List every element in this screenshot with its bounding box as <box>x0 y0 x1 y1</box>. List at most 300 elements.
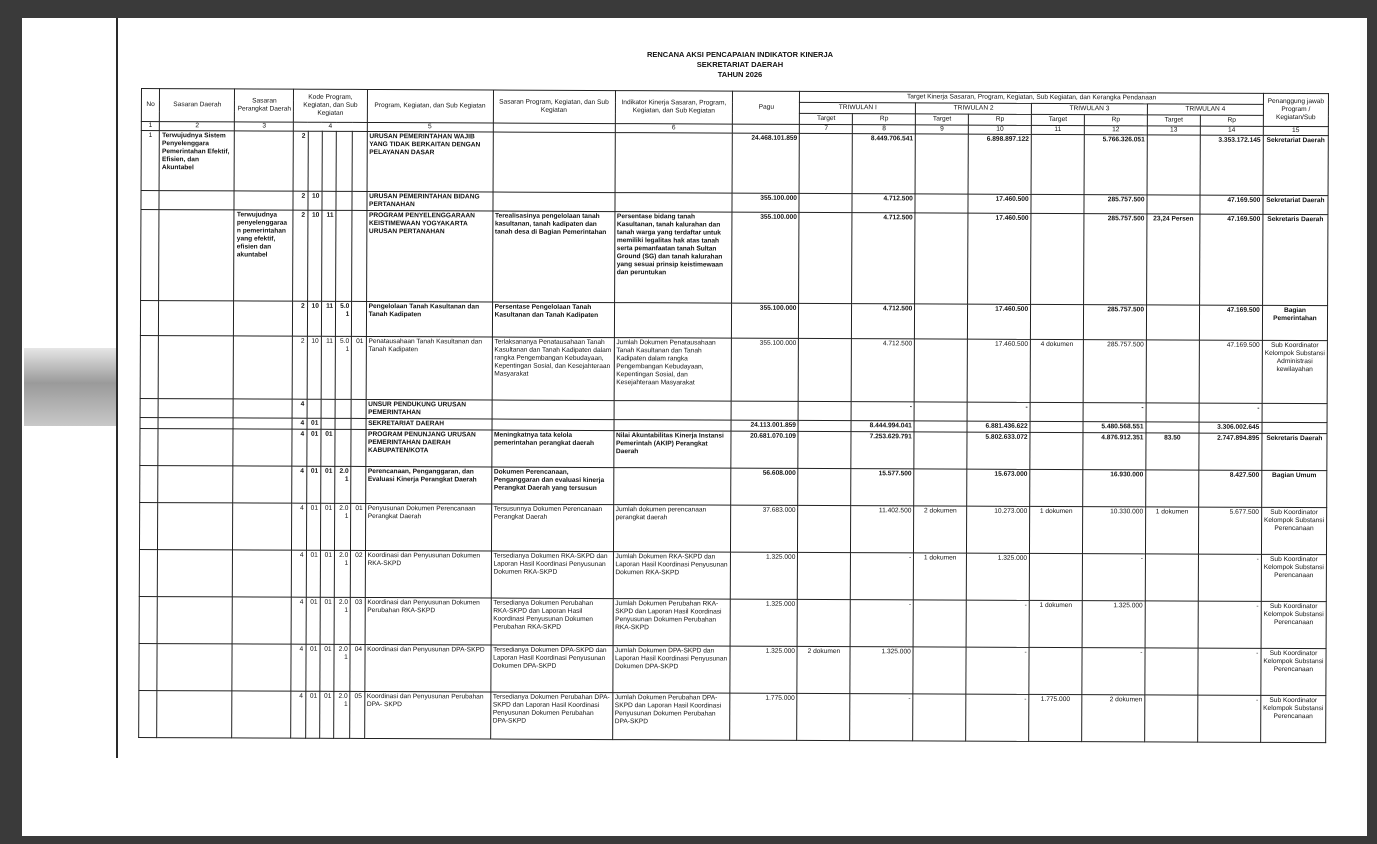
row-number <box>139 596 157 643</box>
target-tw1 <box>798 552 851 599</box>
kode-5 <box>351 399 365 418</box>
target-tw1 <box>798 599 851 646</box>
rp-tw2: 5.802.633.072 <box>967 432 1030 469</box>
scan-shadow <box>24 348 116 426</box>
sasaran-program <box>492 419 614 431</box>
rp-tw2: 17.460.500 <box>968 194 1031 213</box>
target-tw1 <box>799 193 852 212</box>
colnum: 5 <box>367 122 493 132</box>
sasaran-daerah <box>158 399 233 418</box>
rp-tw2: 6.898.897.122 <box>968 134 1031 194</box>
header-target-3: Target <box>1031 114 1084 125</box>
sasaran-daerah <box>158 336 233 399</box>
target-tw4 <box>1146 470 1199 507</box>
kode-2 <box>307 399 321 418</box>
kode-5 <box>352 210 367 301</box>
penanggung-jawab: Bagian Pemerintahan <box>1262 305 1327 340</box>
kode-1: 4 <box>292 399 306 418</box>
kode-2: 01 <box>307 418 321 429</box>
sasaran-daerah: Terwujudnya Sistem Penyelenggara Pemerintahan Efektif, Efisien, dan Akuntabel <box>159 131 234 191</box>
colnum: 13 <box>1147 126 1200 135</box>
colnum: 8 <box>853 125 916 134</box>
header-sasaran-program: Sasaran Program, Kegiatan, dan Sub Kegiatan <box>493 90 615 124</box>
rp-tw3: 285.757.500 <box>1084 214 1147 305</box>
penanggung-jawab: Bagian Umum <box>1262 470 1327 507</box>
target-tw3 <box>1030 421 1083 432</box>
header-triwulan-1: TRIWULAN I <box>800 102 916 114</box>
target-tw3: 1.775.000 <box>1029 694 1082 741</box>
kode-3: 11 <box>321 301 335 336</box>
rp-tw3: 5.480.568.551 <box>1083 422 1146 433</box>
target-tw2 <box>915 213 968 304</box>
target-tw2 <box>914 339 967 402</box>
kode-1: 4 <box>292 466 306 503</box>
table-row <box>140 335 1327 403</box>
kode-3: 01 <box>320 691 334 738</box>
kode-2: 01 <box>306 550 320 597</box>
kode-4: 5.01 <box>335 301 351 336</box>
rp-tw3: - <box>1083 403 1146 422</box>
row-number <box>140 417 158 428</box>
sasaran-program: Tersedianya Dokumen Perubahan DPA-SKPD dan Laporan Hasil Koordinasi Penyusunan Dokumen Perubahan DPA-SKPD <box>490 692 612 740</box>
target-tw1 <box>799 303 852 338</box>
kode-1: 4 <box>291 691 305 738</box>
sasaran-perangkat <box>234 301 293 336</box>
sasaran-program: Tersedianya Dokumen DPA-SKPD dan Laporan Hasil Koordinasi Penyusunan Dokumen DPA-SKPD <box>490 645 612 693</box>
target-tw2 <box>915 134 968 194</box>
rp-tw3: 285.757.500 <box>1083 340 1146 403</box>
rp-tw2: - <box>966 694 1029 741</box>
target-tw4 <box>1145 554 1198 601</box>
kode-5: 01 <box>351 503 365 550</box>
table-row <box>139 643 1326 695</box>
target-tw4 <box>1145 695 1198 742</box>
pagu-value: 1.325.000 <box>731 552 798 599</box>
target-tw2 <box>914 421 967 432</box>
kode-2: 10 <box>307 301 321 336</box>
table-row <box>140 301 1327 341</box>
sasaran-program: Tersusunnya Dokumen Perencanaan Perangkat Daerah <box>491 504 613 552</box>
sasaran-perangkat <box>233 597 292 644</box>
rp-tw2: 1.325.000 <box>966 553 1029 600</box>
row-number: 1 <box>141 131 160 191</box>
sasaran-perangkat <box>233 429 292 466</box>
penanggung-jawab: Sekretaris Daerah <box>1262 433 1327 470</box>
colnum: 7 <box>800 124 853 133</box>
indikator-kinerja: Jumlah dokumen perencanaan perangkat daerah <box>613 505 731 553</box>
program-name: Koordinasi dan Penyusunan DPA-SKPD <box>364 644 490 692</box>
rp-tw1: - <box>850 600 913 647</box>
rp-tw4: - <box>1198 554 1261 601</box>
header-sasaran-perangkat: Sasaran Perangkat Daerah <box>235 89 294 122</box>
sasaran-perangkat <box>233 466 292 503</box>
program-name: Koordinasi dan Penyusunan Perubahan DPA- SKPD <box>364 691 490 739</box>
row-number <box>139 643 157 690</box>
indikator-kinerja: Jumlah Dokumen DPA-SKPD dan Laporan Hasil Koordinasi Penyusunan Dokumen DPA-SKPD <box>612 646 730 694</box>
penanggung-jawab: Sub Koordinator Kelompok Substansi Perencanaan <box>1261 507 1326 554</box>
sasaran-daerah <box>157 597 232 644</box>
target-tw1 <box>799 212 852 303</box>
sasaran-perangkat <box>235 131 294 191</box>
table-row <box>140 465 1327 507</box>
program-name: PROGRAM PENUNJANG URUSAN PEMERINTAHAN DAERAH KABUPATEN/KOTA <box>365 429 491 467</box>
target-tw3 <box>1031 213 1084 304</box>
colnum: 2 <box>160 122 235 131</box>
kode-4: 2.01 <box>334 644 350 691</box>
kode-4 <box>336 131 353 191</box>
target-tw4: 1 dokumen <box>1145 507 1198 554</box>
rp-tw1: 4.712.500 <box>852 194 915 213</box>
indikator-kinerja <box>613 468 731 506</box>
target-tw3 <box>1030 432 1083 469</box>
rp-tw3: 10.330.000 <box>1082 507 1145 554</box>
program-name: UNSUR PENDUKUNG URUSAN PEMERINTAHAN <box>366 399 492 419</box>
sasaran-program: Terealisasinya pengelolaan tanah kasultanan, tanah kadipaten dan tanah desa di Bagian Pemerintahan <box>492 211 614 303</box>
rp-tw2: 17.460.500 <box>968 304 1031 339</box>
pagu-value: 1.325.000 <box>730 599 797 646</box>
row-number <box>141 191 159 210</box>
indikator-kinerja: Persentase bidang tanah Kasultanan, tanah kalurahan dan tanah warga yang terdaftar untuk memiliki legalitas hak atas tanah serta pemanfaatan tanah Sultan Ground (SG) dan tanah kalurahan yang sesuai prinsip keistimewaan dan peruntukan <box>614 212 732 304</box>
kode-1: 4 <box>292 503 306 550</box>
kode-2: 10 <box>308 191 322 210</box>
header-triwulan-4: TRIWULAN 4 <box>1147 104 1263 116</box>
rp-tw4: 2.747.894.895 <box>1199 433 1262 470</box>
target-tw2: 1 dokumen <box>914 553 967 600</box>
header-target-4: Target <box>1147 115 1200 126</box>
target-tw1 <box>798 420 851 431</box>
page-edge-line <box>116 18 118 758</box>
row-number <box>140 335 159 398</box>
rp-tw3: 285.757.500 <box>1083 305 1146 340</box>
sasaran-daerah <box>159 210 235 301</box>
rp-tw1: - <box>850 694 913 741</box>
pagu-value: 1.775.000 <box>730 693 797 740</box>
penanggung-jawab: Sub Koordinator Kelompok Substansi Perencanaan <box>1261 554 1326 601</box>
sasaran-program: Dokumen Perencanaan, Penganggaran dan evaluasi kinerja Perangkat Daerah yang tersusun <box>491 467 613 505</box>
target-tw4 <box>1145 648 1198 695</box>
table-row <box>139 549 1326 601</box>
pagu-value: 1.325.000 <box>730 646 797 693</box>
table-row <box>141 131 1328 196</box>
target-tw4 <box>1146 305 1199 340</box>
kode-5: 02 <box>351 550 365 597</box>
kode-3 <box>321 418 335 429</box>
rp-tw4: 8.427.500 <box>1198 470 1261 507</box>
header-kode: Kode Program, Kegiatan, dan Sub Kegiatan <box>294 89 367 122</box>
kode-1: 4 <box>292 550 306 597</box>
rp-tw3: 5.766.326.051 <box>1084 135 1147 195</box>
header-sasaran-daerah: Sasaran Daerah <box>160 89 235 122</box>
target-tw1 <box>798 431 851 468</box>
kode-3: 11 <box>321 336 335 399</box>
sasaran-program <box>493 132 615 193</box>
rp-tw2: - <box>967 402 1030 421</box>
sasaran-perangkat <box>234 191 293 210</box>
program-name: Koordinasi dan Penyusunan Dokumen Perubahan RKA-SKPD <box>365 597 491 645</box>
target-tw2 <box>914 469 967 506</box>
kode-4: 5.01 <box>335 336 352 399</box>
target-tw1 <box>797 693 850 740</box>
kode-1: 2 <box>293 191 307 210</box>
rp-tw4: 47.169.500 <box>1200 195 1263 214</box>
kode-2: 01 <box>306 503 320 550</box>
rp-tw1: 4.712.500 <box>852 213 915 304</box>
header-target-1: Target <box>800 113 853 124</box>
sasaran-perangkat <box>234 399 293 418</box>
kode-2 <box>308 131 322 191</box>
rencana-aksi-table <box>138 88 1329 743</box>
kode-1: 4 <box>292 429 306 466</box>
rp-tw3: 4.876.912.351 <box>1083 433 1146 470</box>
rp-tw1: 1.325.000 <box>850 647 913 694</box>
kode-5: 04 <box>350 644 364 691</box>
rp-tw3: - <box>1082 648 1145 695</box>
kode-3: 11 <box>321 210 336 301</box>
target-tw4 <box>1146 403 1199 422</box>
colnum: 15 <box>1263 126 1328 135</box>
rp-tw4: 5.677.500 <box>1198 507 1261 554</box>
target-tw3 <box>1031 194 1084 213</box>
indikator-kinerja <box>615 133 733 194</box>
penanggung-jawab: Sekretariat Daerah <box>1263 135 1328 195</box>
sasaran-daerah <box>158 429 233 466</box>
kode-4: 2.01 <box>335 503 351 550</box>
kode-2: 01 <box>305 644 319 691</box>
target-tw3 <box>1030 402 1083 421</box>
program-name: Pengelolaan Tanah Kasultanan dan Tanah Kadipaten <box>366 301 492 337</box>
kode-5 <box>351 429 365 466</box>
kode-5 <box>351 418 365 429</box>
header-triwulan-3: TRIWULAN 3 <box>1032 103 1148 115</box>
kode-4 <box>335 418 351 429</box>
rp-tw1: 4.712.500 <box>851 339 914 402</box>
pagu-value: 24.113.001.859 <box>731 420 798 431</box>
colnum: 10 <box>968 125 1031 134</box>
rp-tw2: 17.460.500 <box>968 213 1031 304</box>
sasaran-program: Tersedianya Dokumen RKA-SKPD dan Laporan Hasil Koordinasi Penyusunan Dokumen RKA-SKPD <box>491 551 613 599</box>
colnum: 11 <box>1031 125 1084 134</box>
target-tw4: 83.50 <box>1146 433 1199 470</box>
program-name: Penatausahaan Tanah Kasultanan dan Tanah Kadipaten <box>366 336 492 400</box>
kode-4: 2.01 <box>334 691 350 738</box>
rp-tw4: - <box>1197 695 1260 742</box>
header-program: Program, Kegiatan, dan Sub Kegiatan <box>367 89 493 123</box>
kode-1: 2 <box>293 336 307 399</box>
sasaran-daerah <box>157 691 232 738</box>
kode-1: 2 <box>293 301 307 336</box>
kode-5 <box>352 191 366 210</box>
sasaran-daerah <box>157 644 232 691</box>
pagu-value: 355.100.000 <box>732 193 799 212</box>
target-tw1 <box>798 401 851 420</box>
sasaran-program <box>493 192 615 212</box>
sasaran-perangkat <box>233 418 292 429</box>
sasaran-perangkat <box>234 336 293 399</box>
rp-tw1: - <box>851 402 914 421</box>
rp-tw2: 10.273.000 <box>967 506 1030 553</box>
colnum: 9 <box>916 125 969 134</box>
target-tw2 <box>913 647 966 694</box>
indikator-kinerja <box>614 401 732 421</box>
sasaran-perangkat <box>233 503 292 550</box>
kode-5: 05 <box>350 691 364 738</box>
rp-tw4: 3.306.002.645 <box>1199 422 1262 433</box>
kode-1: 4 <box>292 418 306 429</box>
rp-tw1: 11.402.500 <box>851 506 914 553</box>
penanggung-jawab: Sub Koordinator Kelompok Substansi Perencanaan <box>1260 695 1325 742</box>
row-number <box>140 465 158 502</box>
table-row <box>141 210 1328 306</box>
target-tw1: 2 dokumen <box>797 646 850 693</box>
colnum: 3 <box>235 122 294 131</box>
target-tw2 <box>913 694 966 741</box>
indikator-kinerja: Jumlah Dokumen RKA-SKPD dan Laporan Hasil Koordinasi Penyusunan Dokumen RKA-SKPD <box>613 552 731 600</box>
table-row <box>139 690 1326 742</box>
target-tw3 <box>1029 553 1082 600</box>
kode-4: 2.01 <box>335 466 351 503</box>
program-name: Perencanaan, Penganggaran, dan Evaluasi Kinerja Perangkat Daerah <box>365 466 491 504</box>
rp-tw1: 8.449.706.541 <box>852 134 915 194</box>
document-title <box>560 50 920 80</box>
sasaran-perangkat: Terwujudnya penyelenggaraan pemerintahan yang efektif, efisien dan akuntabel <box>234 210 293 301</box>
rp-tw4: 47.169.500 <box>1199 214 1262 305</box>
colnum: 12 <box>1084 126 1147 135</box>
kode-2: 01 <box>306 597 320 644</box>
pagu-value: 56.608.000 <box>731 468 798 505</box>
pagu-value: 355.100.000 <box>732 338 799 401</box>
colnum: 4 <box>294 122 367 131</box>
target-tw2 <box>914 402 967 421</box>
kode-1: 2 <box>293 210 308 301</box>
kode-3 <box>322 191 336 210</box>
rp-tw3: 1.325.000 <box>1082 601 1145 648</box>
pagu-value: 355.100.000 <box>732 303 799 338</box>
kode-5 <box>352 131 367 191</box>
kode-3: 01 <box>320 550 334 597</box>
colnum: 6 <box>615 124 733 134</box>
program-name: URUSAN PEMERINTAHAN BIDANG PERTANAHAN <box>367 191 493 211</box>
kode-3: 01 <box>320 503 334 550</box>
sasaran-program: Persentase Pengelolaan Tanah Kasultanan dan Tanah Kadipaten <box>492 302 614 338</box>
rp-tw4: 3.353.172.145 <box>1200 135 1263 195</box>
indikator-kinerja: Nilai Akuntabilitas Kinerja Instansi Pemerintah (AKIP) Perangkat Daerah <box>613 431 731 469</box>
target-tw4 <box>1145 601 1198 648</box>
target-tw3: 1 dokumen <box>1029 600 1082 647</box>
sasaran-program: Terlaksananya Penatausahaan Tanah Kasultanan dan Tanah Kadipaten dalam rangka Pengembangan Kebudayaan, Kepentingan Sosial, dan Kesejahteraan Masyarakat <box>492 337 614 401</box>
sasaran-daerah <box>158 550 233 597</box>
kode-4 <box>336 191 352 210</box>
program-name: PROGRAM PENYELENGGARAAN KEISTIMEWAAN YOGYAKARTA URUSAN PERTANAHAN <box>366 210 492 302</box>
kode-4: 2.01 <box>334 550 350 597</box>
target-tw1 <box>798 505 851 552</box>
rp-tw3: 16.930.000 <box>1083 470 1146 507</box>
penanggung-jawab: Sub Koordinator Kelompok Substansi Perencanaan <box>1261 648 1326 695</box>
rp-tw3: - <box>1082 554 1145 601</box>
table-body <box>139 131 1329 743</box>
target-tw3: 4 dokumen <box>1030 339 1083 402</box>
title-line-3: TAHUN 2026 <box>717 70 763 79</box>
penanggung-jawab: Sekretariat Daerah <box>1263 195 1328 214</box>
target-tw4 <box>1147 135 1200 195</box>
target-tw3 <box>1031 304 1084 339</box>
table-row <box>140 428 1327 470</box>
rp-tw1: 7.253.629.791 <box>851 432 914 469</box>
row-number <box>140 428 158 465</box>
target-tw2: 2 dokumen <box>914 506 967 553</box>
indikator-kinerja: Jumlah Dokumen Perubahan DPA-SKPD dan Laporan Hasil Koordinasi Penyusunan Dokumen Perubahan DPA-SKPD <box>612 693 730 741</box>
header-rp-2: Rp <box>968 114 1031 125</box>
pagu-value: 24.468.101.859 <box>732 133 799 193</box>
kode-4 <box>335 429 351 466</box>
rp-tw2: - <box>966 600 1029 647</box>
rp-tw4: 47.169.500 <box>1199 340 1262 403</box>
indikator-kinerja: Jumlah Dokumen Penatausahaan Tanah Kasultanan dan Tanah Kadipaten dalam rangka Pengembangan Kebudayaan, Kepentingan Sosial, dan Kesejahteraan Masyarakat <box>614 338 732 402</box>
rp-tw2: 15.673.000 <box>967 469 1030 506</box>
target-tw1 <box>798 468 851 505</box>
table-row <box>139 502 1326 554</box>
penanggung-jawab <box>1262 422 1327 433</box>
kode-2: 10 <box>307 210 322 301</box>
program-name: Koordinasi dan Penyusunan Dokumen RKA-SKPD <box>365 550 491 598</box>
rp-tw4: 47.169.500 <box>1199 305 1262 340</box>
row-number <box>139 549 157 596</box>
rp-tw1: 15.577.500 <box>851 469 914 506</box>
header-penanggung: Penanggung jawab Program / Kegiatan/Sub <box>1263 93 1328 126</box>
target-tw3 <box>1030 469 1083 506</box>
sasaran-daerah <box>159 301 234 336</box>
kode-5 <box>352 301 366 336</box>
kode-3 <box>321 399 335 418</box>
rp-tw1: 4.712.500 <box>852 304 915 339</box>
sasaran-perangkat <box>232 644 291 691</box>
pagu-value: 20.681.070.109 <box>731 431 798 468</box>
rp-tw2: - <box>966 647 1029 694</box>
header-triwulan-2: TRIWULAN 2 <box>916 103 1032 115</box>
indikator-kinerja: Jumlah Dokumen Perubahan RKA-SKPD dan Laporan Hasil Koordinasi Penyusunan Dokumen Perubahan RKA-SKPD <box>613 599 731 647</box>
kode-1: 2 <box>293 131 307 191</box>
kode-3: 01 <box>321 429 335 466</box>
header-no: No <box>141 89 159 122</box>
program-name: SEKRETARIAT DAERAH <box>366 418 492 430</box>
kode-2: 01 <box>306 429 320 466</box>
sasaran-daerah <box>158 466 233 503</box>
target-tw4: 23,24 Persen <box>1147 214 1200 305</box>
target-tw2 <box>914 432 967 469</box>
kode-3: 01 <box>320 644 334 691</box>
program-name: Penyusunan Dokumen Perencanaan Perangkat Daerah <box>365 503 491 551</box>
rp-tw1: 8.444.994.041 <box>851 421 914 432</box>
kode-5: 03 <box>350 597 364 644</box>
colnum: 1 <box>141 122 159 131</box>
colnum <box>733 124 800 133</box>
rp-tw2: 6.881.436.622 <box>967 421 1030 432</box>
penanggung-jawab: Sub Koordinator Kelompok Substansi Administrasi kewilayahan <box>1262 340 1327 403</box>
rp-tw4: - <box>1198 601 1261 648</box>
row-number <box>139 690 157 737</box>
target-tw1 <box>799 133 852 193</box>
row-number <box>140 398 158 417</box>
target-tw3 <box>1031 134 1084 194</box>
indikator-kinerja <box>614 303 732 339</box>
header-rp-3: Rp <box>1084 115 1147 126</box>
kode-4 <box>335 399 351 418</box>
title-line-2: SEKRETARIAT DAERAH <box>696 60 784 69</box>
penanggung-jawab <box>1262 403 1327 422</box>
row-number <box>140 301 158 336</box>
target-tw1 <box>799 338 852 401</box>
kode-3: 01 <box>321 466 335 503</box>
kode-4 <box>336 210 353 301</box>
